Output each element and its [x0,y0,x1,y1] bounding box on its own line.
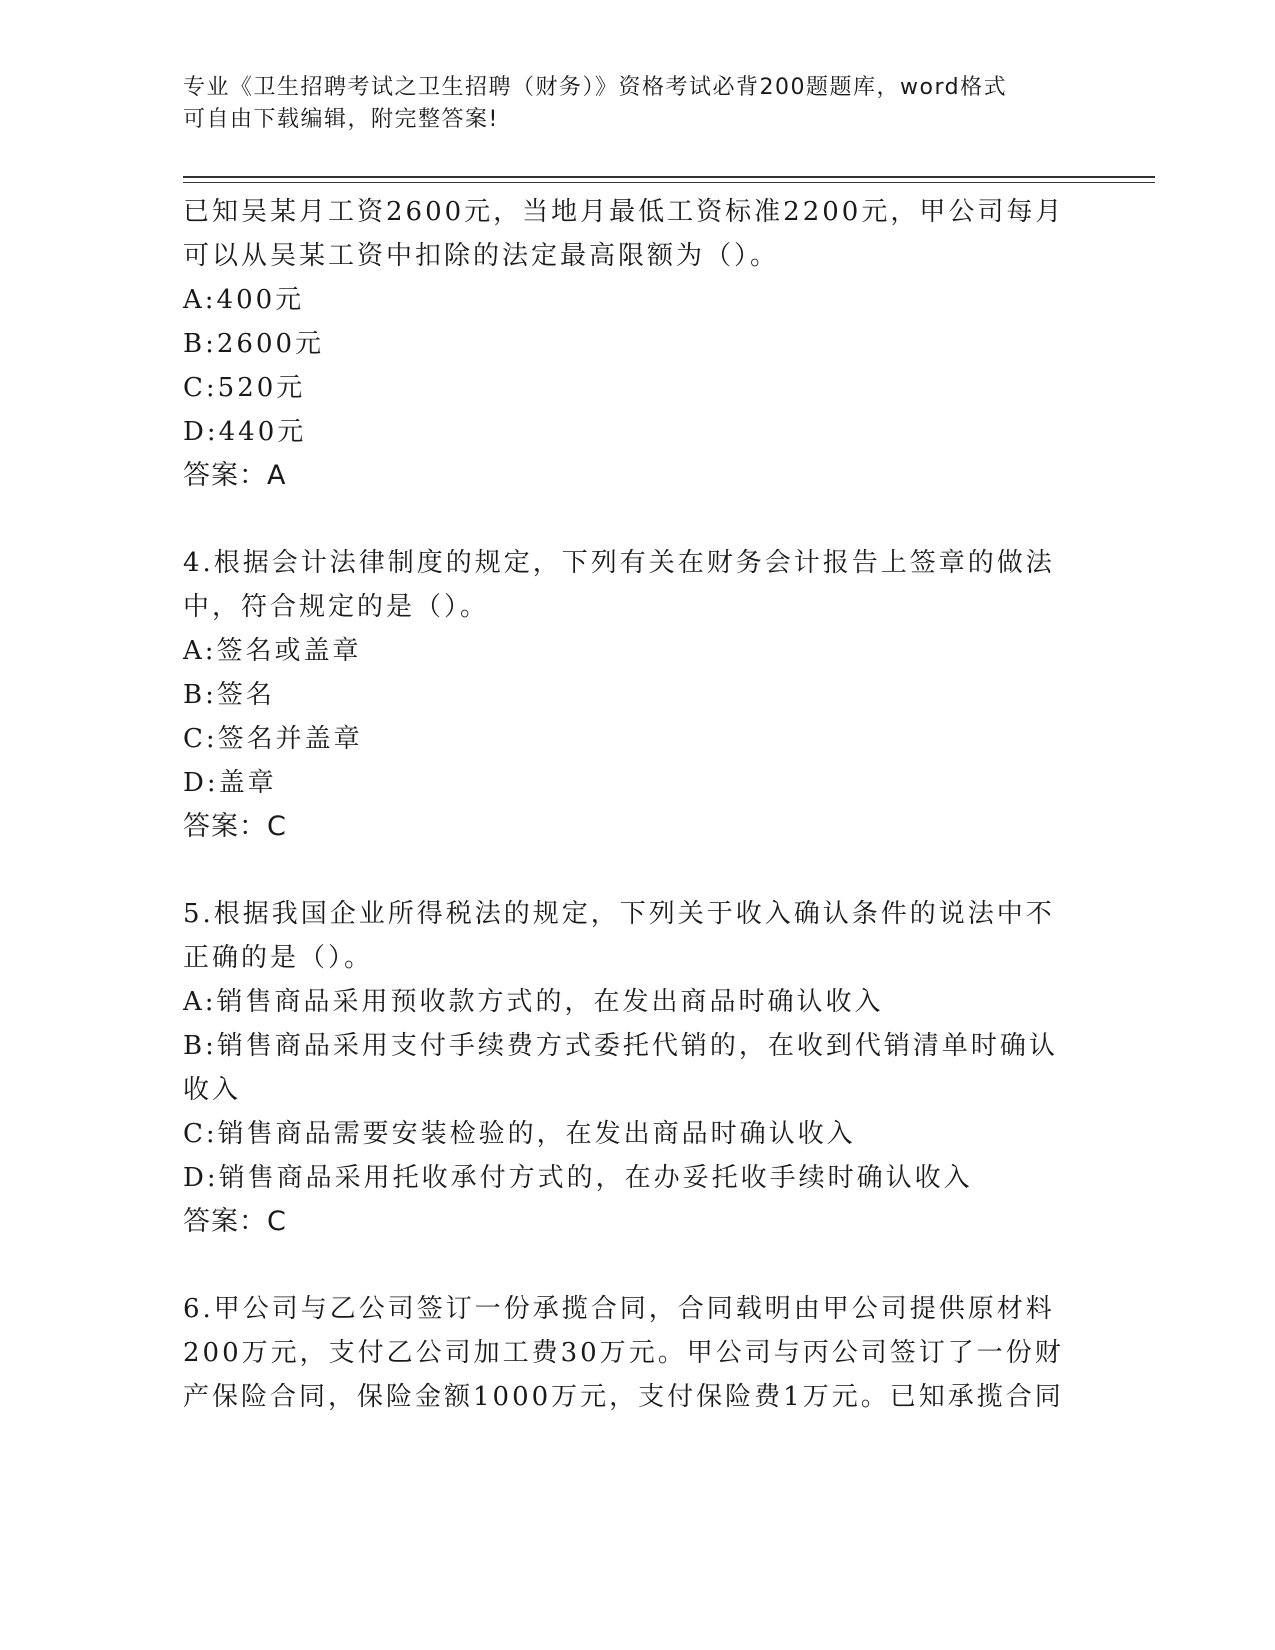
answer: 答案：C [183,811,287,842]
header-divider-thin [183,182,1155,183]
document-header [183,72,1083,136]
option-d: D:销售商品采用托收承付方式的，在办妥托收手续时确认收入 [183,1163,973,1193]
question-stem: 4.根据会计法律制度的规定，下列有关在财务会计报告上签章的做法 [183,548,1055,578]
question-4 [183,541,1083,849]
question-3 [183,190,1083,498]
header-divider-thick [183,176,1155,178]
question-stem: 产保险合同，保险金额1000万元，支付保险费1万元。已知承揽合同 [183,1382,1064,1412]
option-a: A:400元 [183,285,305,315]
header-line-2: 可自由下载编辑，附完整答案! [183,107,499,132]
option-a: A:签名或盖章 [183,636,362,666]
question-6 [183,1287,1083,1419]
option-a: A:销售商品采用预收款方式的，在发出商品时确认收入 [183,987,884,1017]
option-b: B:2600元 [183,329,325,359]
option-c: C:520元 [183,373,306,403]
option-b-continued: 收入 [183,1075,242,1105]
option-d: D:盖章 [183,768,277,798]
option-c: C:签名并盖章 [183,724,363,754]
option-d: D:440元 [183,417,307,447]
question-stem: 已知吴某月工资2600元，当地月最低工资标准2200元，甲公司每月 [183,197,1065,227]
header-line-1: 专业《卫生招聘考试之卫生招聘（财务）》资格考试必背200题题库，word格式 [183,75,1008,100]
question-stem: 200万元，支付乙公司加工费30万元。甲公司与丙公司签订了一份财 [183,1338,1064,1368]
question-stem: 中，符合规定的是（）。 [183,592,490,622]
answer: 答案：C [183,1206,287,1237]
question-list [183,190,1083,1419]
question-stem: 6.甲公司与乙公司签订一份承揽合同，合同载明由甲公司提供原材料 [183,1294,1055,1324]
option-c: C:销售商品需要安装检验的，在发出商品时确认收入 [183,1119,856,1149]
answer: 答案：A [183,460,287,491]
option-b: B:销售商品采用支付手续费方式委托代销的，在收到代销清单时确认 [183,1031,1058,1061]
option-b: B:签名 [183,680,275,710]
question-5 [183,892,1083,1244]
question-stem: 正确的是（）。 [183,943,374,973]
question-stem: 5.根据我国企业所得税法的规定，下列关于收入确认条件的说法中不 [183,899,1055,929]
question-stem: 可以从吴某工资中扣除的法定最高限额为（）。 [183,241,780,271]
